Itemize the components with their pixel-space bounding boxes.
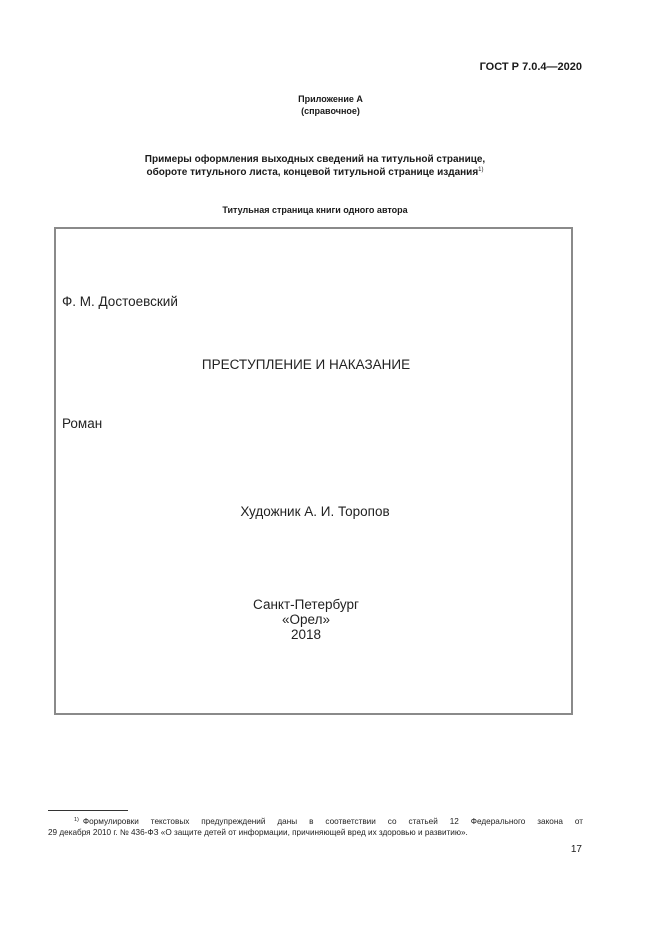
book-author: Ф. М. Достоевский [62, 294, 178, 309]
imprint-publisher: «Орел» [282, 612, 330, 627]
imprint-year: 2018 [290, 627, 322, 642]
page-number: 17 [570, 844, 582, 855]
footnote-line-2: 29 декабря 2010 г. № 436-ФЗ «О защите детей от информации, причиняющей вред их здоровью и развитию». [48, 828, 468, 837]
appendix-title: Приложение А [298, 94, 363, 104]
footnote-line-1-text: Формулировки текстовых предупреждений даны в соответствии со статьей 12 Федерального закона от [82, 817, 583, 826]
example-subheading: Титульная страница книги одного автора [222, 205, 408, 215]
book-title: ПРЕСТУПЛЕНИЕ И НАКАЗАНИЕ [201, 357, 411, 372]
imprint-city: Санкт-Петербург [253, 597, 359, 612]
section-heading-line-1: Примеры оформления выходных сведений на титульной странице, [144, 154, 486, 165]
section-heading-line-2 [0, 166, 630, 179]
book-artist: Художник А. И. Торопов [240, 504, 390, 519]
book-imprint [0, 597, 612, 642]
footnote-reference: 1) [478, 167, 484, 173]
standard-code: ГОСТ Р 7.0.4—2020 [479, 61, 582, 73]
footnote-marker: 1) [74, 817, 79, 823]
footnote-line-1 [48, 816, 583, 827]
appendix-type: (справочное) [301, 106, 360, 116]
section-heading-line-2-text: обороте титульного листа, концевой титульной странице издания [146, 167, 479, 178]
footnote [48, 816, 583, 838]
footnote-separator [48, 810, 128, 811]
book-genre: Роман [62, 416, 103, 431]
